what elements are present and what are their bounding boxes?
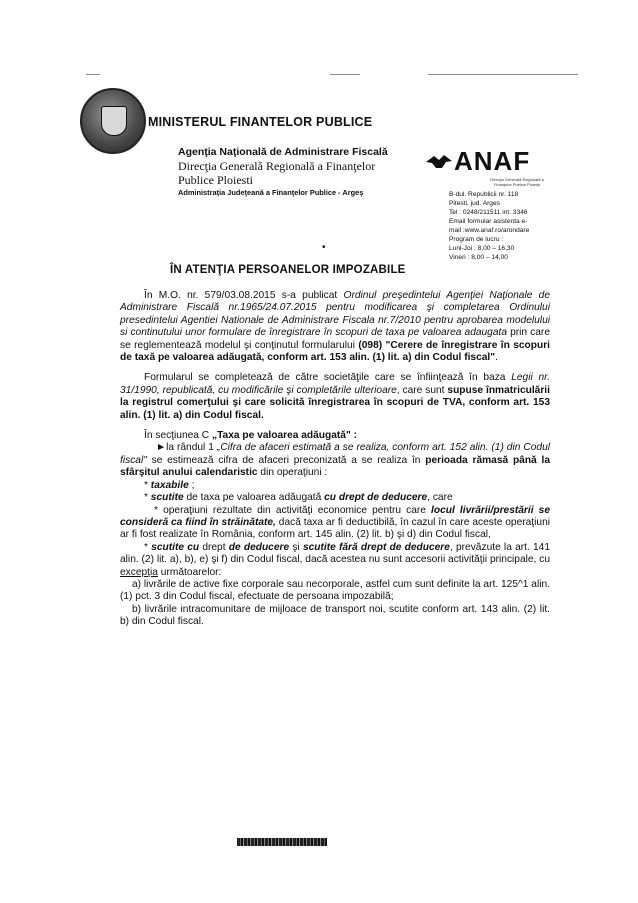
text-run: În secţiunea C bbox=[144, 430, 212, 442]
text-run: , care sunt bbox=[396, 384, 448, 396]
contact-email-label: Email formular asistenta e- bbox=[449, 218, 528, 225]
contact-program-mon-thu: Luni-Joi : 8,00 – 16,30 bbox=[449, 245, 515, 252]
remaining-period: perioada rămasă până la sfârşitul anului calendaristic bbox=[120, 454, 550, 479]
exception-a: a) livrările de active fixe corporale sau necorporale, astfel cum sunt definite la art. 125^1 alin. (1) pct. 3 din Codul fiscal, efectuate de persoana impozabilă; bbox=[120, 578, 550, 603]
law-reference: Legii nr. 31/1990, republicată, cu modificările şi completările ulterioare bbox=[120, 372, 550, 396]
registration-requirement: supuse înmatriculării la registrul comerţului şi care solicită înregistrarea în scopuri de TVA, conform art. 153 alin. (1) lit. a) din Codul fiscal. bbox=[120, 384, 550, 421]
ministry-title: MINISTERUL FINANTELOR PUBLICE bbox=[148, 115, 373, 129]
contact-program-fri: Vineri : 8,00 – 14,00 bbox=[449, 254, 508, 261]
document-body bbox=[120, 290, 550, 629]
agency-name: Agenţia Naţională de Administrare Fiscală bbox=[178, 146, 388, 158]
text-run: prin care se reglementează modelul şi conţinutul formularului bbox=[120, 327, 550, 351]
shield-icon bbox=[101, 106, 127, 136]
paragraph-section-c bbox=[120, 430, 550, 442]
contact-address: B-dul. Republicii nr. 118 bbox=[449, 191, 519, 198]
bullet-exempt-operations bbox=[120, 542, 550, 579]
anaf-logo-subtext: Direcţia Generală Regională a Finanţelor Publice Ploieşti bbox=[490, 177, 544, 187]
text-run: următoarelor: bbox=[157, 566, 222, 578]
text-run: Formularul se completează de către societăţile care se înfiinţează în baza bbox=[144, 372, 512, 384]
order-title: Ordinul preşedintelui Agenţiei Naţionale de Administrare Fiscală nr.1965/24.07.2015 pentru modificarea şi completarea Ordinului presedintelui Agentiei Nationale de Administrare Fiscala nr.7/2010 pentru aprobarea modelului si continutului unor formulare de înregistrare în scopuri de taxa pe valoarea adaugata bbox=[120, 290, 550, 339]
text-run: ; bbox=[188, 479, 195, 491]
contact-block bbox=[449, 190, 589, 262]
text-run: de taxa pe valoarea adăugată bbox=[183, 492, 325, 504]
contact-email-value: mail :www.anaf.ro/arondare bbox=[449, 227, 530, 234]
coat-of-arms-icon bbox=[80, 88, 146, 154]
county-administration: Administraţia Judeţeană a Finanţelor Publice - Argeş bbox=[178, 188, 364, 197]
bullet-foreign-operations bbox=[120, 505, 550, 542]
text-run: * bbox=[144, 479, 151, 491]
text-run: În M.O. nr. 579/03.08.2015 s-a publicat bbox=[144, 290, 344, 301]
eagle-icon bbox=[424, 152, 454, 170]
contact-program-label: Program de lucru : bbox=[449, 236, 504, 243]
text-run: , prevăzute la art. 141 alin. (2) lit. a), b), e) şi f) din Codul fiscal, dacă acestea nu sunt accesorii activităţii principale, cu bbox=[120, 541, 550, 566]
exempt-without-deduction-label: scutite fără drept de deducere bbox=[302, 541, 450, 553]
exception-b: b) livrările intracomunitare de mijloace de transport noi, scutite conform art. 143 alin. (2) lit. b) din Codul fiscal. bbox=[120, 603, 550, 628]
paragraph-form bbox=[120, 372, 550, 422]
document-heading: ÎN ATENŢIA PERSOANELOR IMPOZABILE bbox=[170, 264, 406, 276]
deduction-label: de deducere bbox=[228, 541, 290, 553]
text-run: * bbox=[144, 541, 152, 553]
text-run: . bbox=[495, 352, 498, 364]
text-run: * operaţiuni rezultate din activităţi economice pentru care bbox=[154, 504, 432, 516]
contact-city: Pitesti, jud. Arges bbox=[449, 200, 500, 207]
section-c-title: „Taxa pe valoarea adăugată" : bbox=[211, 430, 358, 442]
taxable-label: taxabile bbox=[150, 479, 189, 491]
scan-stamp-mark bbox=[237, 838, 327, 846]
bullet-exempt-deductible bbox=[120, 492, 550, 504]
scan-mark: • bbox=[322, 242, 326, 253]
text-run: * bbox=[144, 492, 151, 504]
top-rule-right bbox=[428, 74, 578, 75]
contact-phone: Tel : 0248/211511 int. 3346 bbox=[449, 209, 528, 216]
deduction-right-label: cu drept de deducere bbox=[324, 492, 428, 504]
form-title: (098) "Cerere de înregistrare în scopuri de taxă pe valoarea adăugată, conform art. 153 alin. (1) lit. a) din Codul fiscal" bbox=[120, 339, 550, 364]
row-1-title: „Cifra de afaceri estimată a se realiza, conform art. 152 alin. (1) din Codul fiscal" bbox=[120, 442, 550, 466]
text-run: , care bbox=[427, 492, 453, 504]
anaf-logo-text: ANAF bbox=[454, 146, 531, 176]
exception-label: excepţia bbox=[120, 566, 158, 578]
paragraph-order bbox=[120, 290, 550, 364]
regional-directorate: Direcţia Generală Regională a Finanţelor Publice Ploiesti bbox=[178, 159, 376, 187]
exempt-label: scutite bbox=[150, 492, 184, 504]
exempt-with-label: scutite cu bbox=[151, 541, 200, 553]
text-run: şi bbox=[289, 541, 303, 553]
text-run: drept bbox=[199, 541, 229, 553]
top-rule-mid bbox=[330, 74, 360, 75]
paragraph-row-1 bbox=[120, 442, 550, 479]
agency-block bbox=[178, 146, 408, 198]
place-of-supply-label: locul livrării/prestării se consideră ca fiind în străinătate, bbox=[120, 504, 550, 528]
anaf-logo bbox=[424, 146, 554, 176]
bullet-taxable bbox=[120, 480, 550, 492]
top-rule-left bbox=[86, 74, 100, 75]
text-run: se estimează cifra de afaceri preconizată a se realiza în bbox=[146, 454, 426, 466]
text-run: dacă taxa ar fi deductibilă, în cazul în care aceste operaţiuni ar fi fost realizate în România, conform art. 145 alin. (2) lit. b) şi d) din Codul fiscal, bbox=[120, 516, 550, 541]
text-run: ►la rândul 1 bbox=[156, 442, 217, 454]
text-run: din operaţiuni : bbox=[257, 467, 328, 479]
